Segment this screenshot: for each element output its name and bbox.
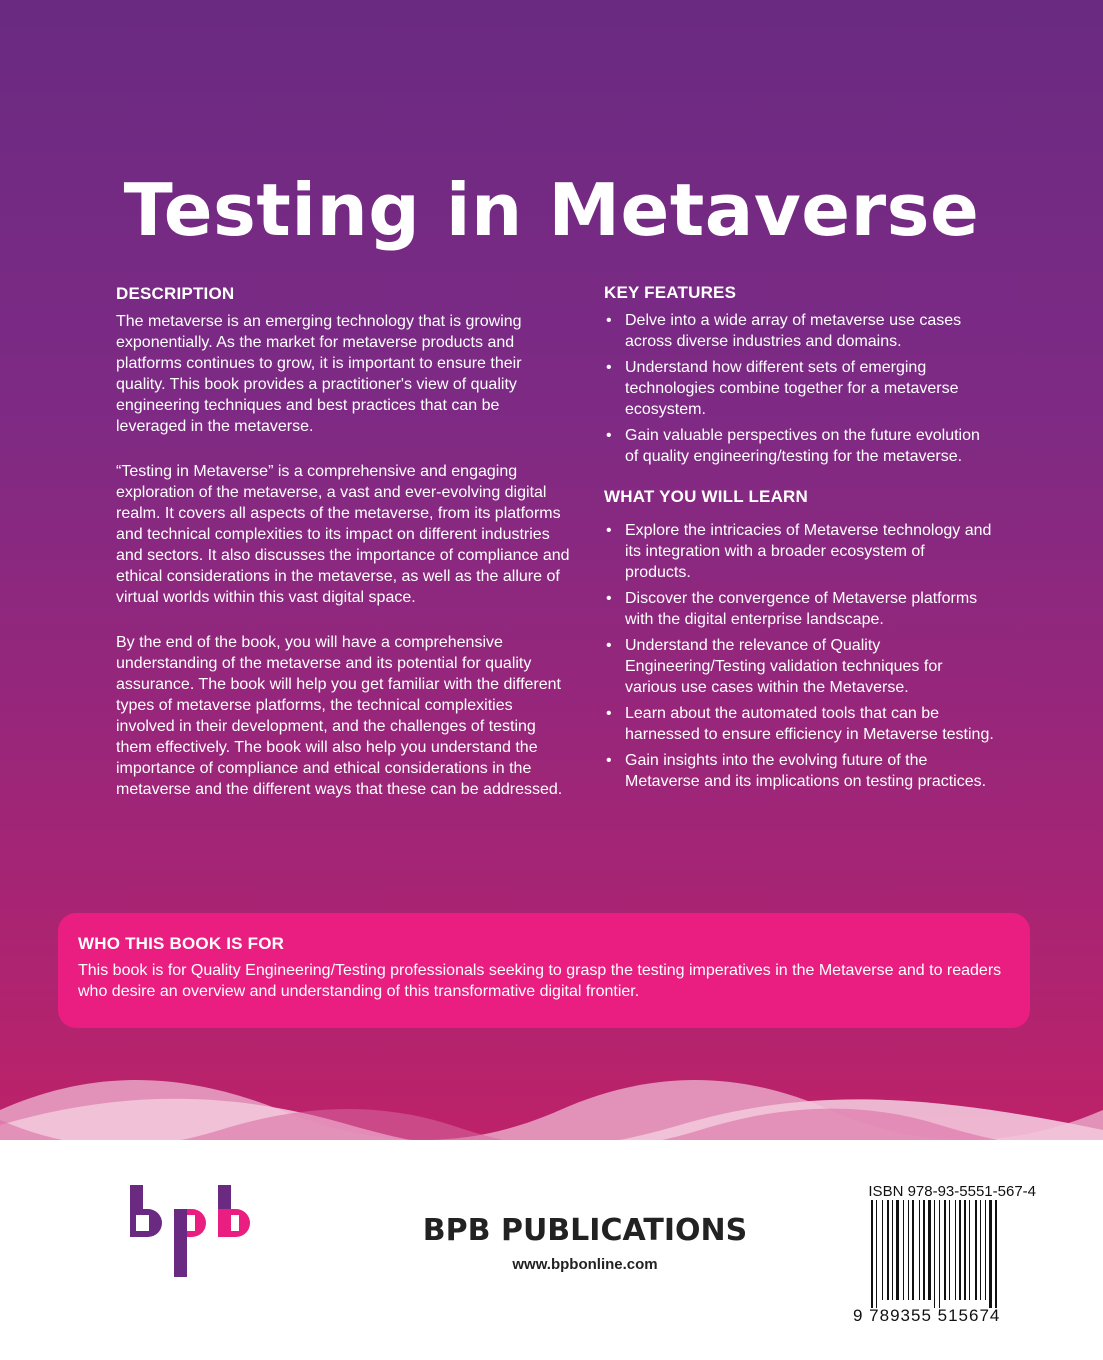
publisher-name: BPB PUBLICATIONS (422, 1213, 748, 1248)
list-item: • Discover the convergence of Metaverse platforms with the digital enterprise landscape. (604, 588, 994, 630)
learn-list (604, 520, 994, 792)
barcode-bar (882, 1200, 883, 1300)
description-paragraph: By the end of the book, you will have a comprehensive understanding of the metaverse and its potential for quality assurance. The book will help you get familiar with the different types of metaverse platforms, the technical complexities involved in their development, and the challenges of testing them effectively. The book will also help you understand the importance of compliance and ethical considerations in the metaverse and the different ways that these can be addressed. (116, 634, 563, 798)
publisher-website: www.bpbonline.com (512, 1256, 658, 1273)
barcode-bar (985, 1200, 986, 1300)
barcode (871, 1200, 1021, 1308)
barcode-bar (892, 1200, 893, 1300)
barcode-bar (934, 1200, 935, 1308)
list-item: • Understand the relevance of Quality Engineering/Testing validation techniques for various use cases within the Metaverse. (604, 635, 994, 698)
audience-heading: WHO THIS BOOK IS FOR (78, 934, 285, 953)
description-paragraph: The metaverse is an emerging technology that is growing exponentially. As the market for metaverse products and platforms continues to grow, it is important to ensure their quality. This book provides a practitioner's view of quality engineering techniques and best practices that can be leveraged in the metaverse. (116, 313, 522, 435)
list-item: • Gain valuable perspectives on the future evolution of quality engineering/testing for the metaverse. (604, 425, 994, 467)
barcode-bar (964, 1200, 966, 1300)
barcode-bar (896, 1200, 899, 1300)
barcode-bar (959, 1200, 961, 1300)
description-section (116, 284, 571, 824)
list-item: • Gain insights into the evolving future of the Metaverse and its implications on testing practices. (604, 750, 994, 792)
list-item: • Delve into a wide array of metaverse use cases across diverse industries and domains. (604, 310, 994, 352)
barcode-bar (969, 1200, 970, 1300)
barcode-bar (887, 1200, 889, 1300)
barcode-bar (949, 1200, 950, 1300)
key-features-list (604, 310, 994, 467)
list-item: • Learn about the automated tools that can be harnessed to ensure efficiency in Metaverse testing. (604, 703, 994, 745)
barcode-bar (939, 1200, 940, 1308)
list-item: • Understand how different sets of emerging technologies combine together for a metaverse ecosystem. (604, 357, 994, 420)
description-paragraph: “Testing in Metaverse” is a comprehensive and engaging exploration of the metaverse, a vast and ever-evolving digital realm. It covers all aspects of the metaverse, from its platforms and technical complexities to its impact on different industries and sectors. It also discusses the importance of compliance and ethical considerations in the metaverse, as well as the allure of virtual worlds within this vast digital space. (116, 463, 570, 606)
barcode-bar (912, 1200, 914, 1300)
barcode-bar (975, 1200, 977, 1300)
barcode-bar (928, 1200, 931, 1300)
list-item: • Explore the intricacies of Metaverse technology and its integration with a broader ecosystem of products. (604, 520, 994, 583)
audience-text: This book is for Quality Engineering/Testing professionals seeking to grasp the testing imperatives in the Metaverse and to readers who desire an overview and understanding of this transformative digital frontier. (78, 962, 1002, 1000)
barcode-bar (955, 1200, 956, 1300)
features-column (604, 283, 994, 812)
barcode-bar (908, 1200, 909, 1300)
key-features-heading: KEY FEATURES (604, 283, 737, 302)
barcode-bar (923, 1200, 925, 1300)
bpb-logo (130, 1185, 252, 1277)
barcode-digits: 9 789355 515674 (853, 1306, 1001, 1325)
isbn-label: ISBN 978-93-5551-567-4 (868, 1183, 1036, 1200)
barcode-bar (919, 1200, 920, 1300)
barcode-bar (871, 1200, 873, 1308)
what-you-will-learn-heading: WHAT YOU WILL LEARN (604, 487, 809, 506)
barcode-bar (989, 1200, 992, 1308)
barcode-bar (903, 1200, 904, 1300)
book-title: Testing in Metaverse (123, 168, 980, 252)
barcode-bar (980, 1200, 981, 1300)
barcode-bar (944, 1200, 946, 1300)
audience-box (58, 913, 1030, 1028)
description-heading: DESCRIPTION (116, 284, 235, 303)
barcode-bar (876, 1200, 877, 1308)
barcode-bar (995, 1200, 997, 1308)
